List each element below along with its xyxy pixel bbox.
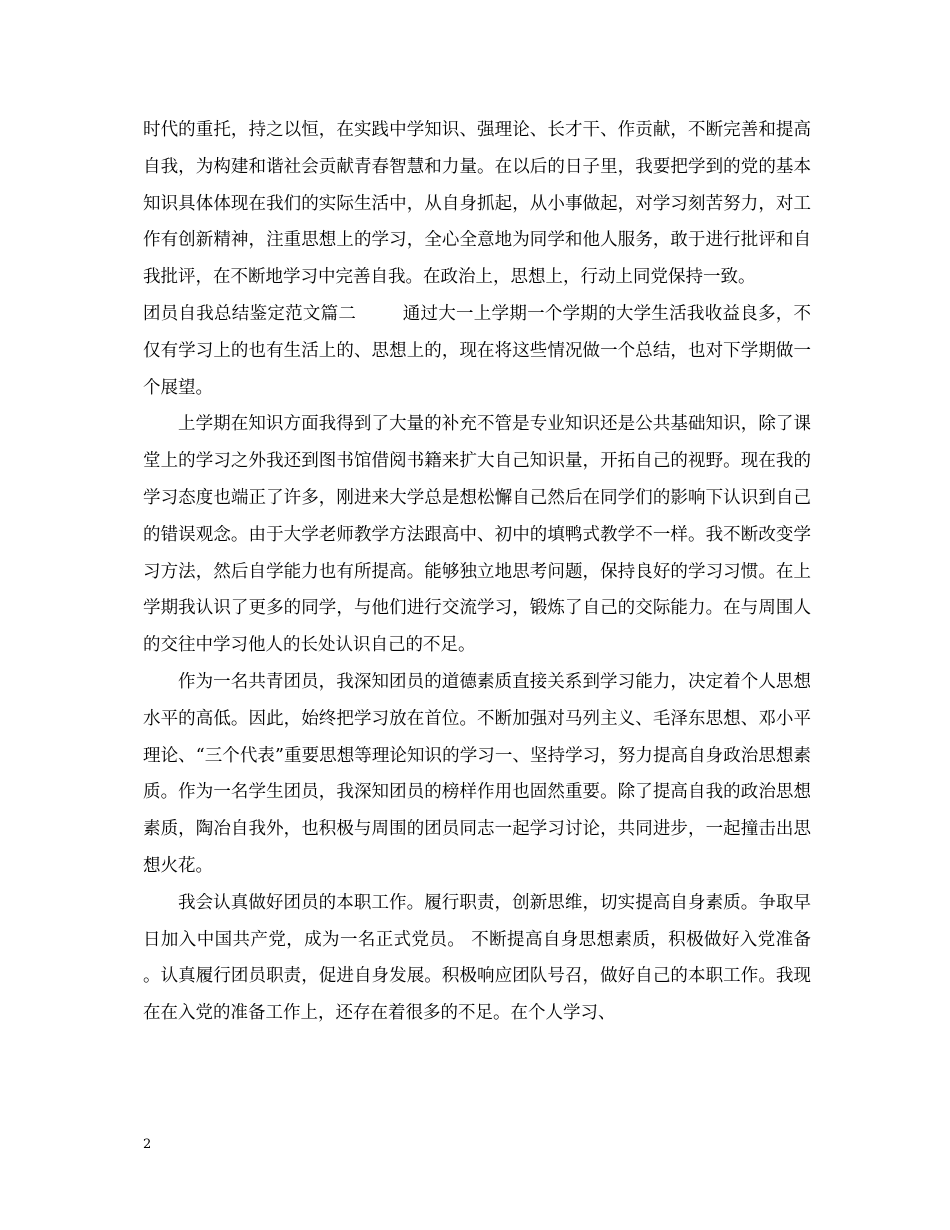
paragraph-2 xyxy=(143,296,811,406)
paragraph-3: 上学期在知识方面我得到了大量的补充不管是专业知识还是公共基础知识，除了课堂上的学习之外我还到图书馆借阅书籍来扩大自己知识量，开拓自己的视野。现在我的学习态度也端正了许多，刚进来大学总是想松懈自己然后在同学们的影响下认识到自己的错误观念。由于大学老师教学方法跟高中、初中的填鸭式教学不一样。我不断改变学习方法，然后自学能力也有所提高。能够独立地思考问题，保持良好的学习习惯。在上学期我认识了更多的同学，与他们进行交流学习，锻炼了自己的交际能力。在与周围人的交往中学习他人的长处认识自己的不足。 xyxy=(143,414,811,656)
paragraph-1: 时代的重托，持之以恒，在实践中学知识、强理论、长才干、作贡献，不断完善和提高自我，为构建和谐社会贡献青春智慧和力量。在以后的日子里，我要把学到的党的基本知识具体体现在我们的实际生活中，从自身抓起，从小事做起，对学习刻苦努力，对工作有创新精神，注重思想上的学习，全心全意地为同学和他人服务，敢于进行批评和自我批评，在不断地学习中完善自我。在政治上，思想上，行动上同党保持一致。 xyxy=(143,120,811,288)
section-heading: 团员自我总结鉴定范文篇二 xyxy=(143,303,357,324)
page-number: 2 xyxy=(143,1137,152,1152)
paragraph-2-text: 通过大一上学期一个学期的大学生活我收益良多，不仅有学习上的也有生活上的、思想上的，现在将这些情况做一个总结，也对下学期做一个展望。 xyxy=(143,303,812,398)
heading-gap xyxy=(356,304,403,324)
paragraph-4: 作为一名共青团员，我深知团员的道德素质直接关系到学习能力，决定着个人思想水平的高低。因此，始终把学习放在首位。不断加强对马列主义、毛泽东思想、邓小平理论、“三个代表”重要思想等理论知识的学习一、坚持学习，努力提高自身政治思想素质。作为一名学生团员，我深知团员的榜样作用也固然重要。除了提高自我的政治思想素质，陶冶自我外，也积极与周围的团员同志一起学习讨论，共同进步，一起撞击出思想火花。 xyxy=(143,671,811,876)
body-text xyxy=(143,112,811,1032)
paragraph-5: 我会认真做好团员的本职工作。履行职责，创新思维，切实提高自身素质。争取早日加入中国共产党，成为一名正式党员。 不断提高自身思想素质，积极做好入党准备。认真履行团员职责，促进自身发展。积极响应团队号召，做好自己的本职工作。我现在在入党的准备工作上，还存在着很多的不足。在个人学习、 xyxy=(143,892,811,1024)
